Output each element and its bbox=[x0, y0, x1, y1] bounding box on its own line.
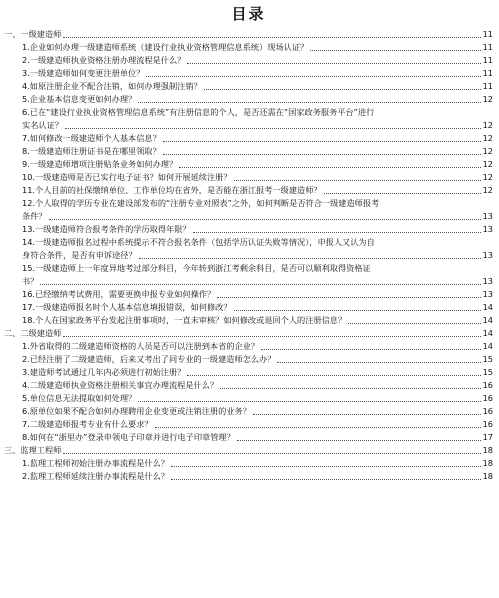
toc-entry[interactable] bbox=[4, 132, 493, 145]
page-number: 12 bbox=[482, 159, 493, 169]
entry-title: 11.个人目前的社保缴纳单位、工作单位均在省外，是否能在浙江报考一级建造师？ bbox=[22, 185, 322, 195]
toc-entry[interactable] bbox=[4, 93, 493, 106]
toc-entry[interactable] bbox=[4, 288, 493, 301]
entry-title-line1: 6.已在“建设行业执业资格管理信息系统”有注册信息的个人，是否还需在“国家政务服务平台”进行 bbox=[22, 107, 375, 117]
dot-leader bbox=[237, 440, 481, 441]
toc-entry[interactable] bbox=[4, 171, 493, 184]
entry-title: 3.一级建造师如何变更注册单位？ bbox=[22, 68, 145, 78]
page-title: 目录 bbox=[231, 5, 266, 23]
entry-title-line2: 书？ bbox=[22, 276, 39, 286]
page-number: 18 bbox=[482, 458, 493, 468]
dot-leader bbox=[65, 128, 481, 129]
table-of-contents bbox=[4, 28, 493, 483]
dot-leader bbox=[49, 219, 481, 220]
page-number: 12 bbox=[482, 94, 493, 104]
entry-title: 3.建造师考试通过几年内必须进行初始注册？ bbox=[22, 367, 186, 377]
dot-leader bbox=[234, 310, 481, 311]
entry-title-line1: 14.一级建造师报名过程中系统提示不符合报名条件（包括学历认证失败等情况），申报人又认为自 bbox=[22, 237, 375, 247]
page-number: 13 bbox=[482, 224, 493, 234]
entry-title: 1.监理工程师初始注册办事流程是什么？ bbox=[22, 458, 169, 468]
page-number: 14 bbox=[482, 328, 493, 338]
toc-entry[interactable] bbox=[4, 67, 493, 80]
toc-entry[interactable] bbox=[4, 145, 493, 158]
entry-title: 5.企业基本信息变更如何办理？ bbox=[22, 94, 137, 104]
page-number: 16 bbox=[482, 406, 493, 416]
entry-title-line1: 15.一级建造师上一年度异地考过部分科目，今年转到浙江考剩余科目，是否可以顺利取得资格证 bbox=[22, 263, 371, 273]
toc-section[interactable] bbox=[4, 28, 493, 41]
entry-title: 8.一级建造师注册证书是在哪里领取？ bbox=[22, 146, 161, 156]
page-number: 18 bbox=[482, 445, 493, 455]
toc-entry[interactable] bbox=[4, 80, 493, 93]
entry-title: 13.一级建造师符合报考条件的学历取得年限？ bbox=[22, 224, 191, 234]
toc-section[interactable] bbox=[4, 444, 493, 457]
toc-section[interactable] bbox=[4, 327, 493, 340]
page-number: 12 bbox=[482, 172, 493, 182]
entry-title-line2: 条件？ bbox=[22, 211, 47, 221]
dot-leader bbox=[234, 180, 481, 181]
dot-leader bbox=[187, 375, 480, 376]
entry-title-line2: 实名认证？ bbox=[22, 120, 63, 130]
toc-entry[interactable] bbox=[4, 184, 493, 197]
page-number: 12 bbox=[482, 146, 493, 156]
dot-leader bbox=[187, 63, 480, 64]
dot-leader bbox=[163, 141, 481, 142]
toc-entry[interactable] bbox=[4, 457, 493, 470]
entry-title: 2.一级建造师执业资格注册办理流程是什么？ bbox=[22, 55, 186, 65]
page-number: 16 bbox=[482, 380, 493, 390]
toc-entry[interactable] bbox=[4, 197, 493, 223]
page-number: 13 bbox=[482, 250, 493, 260]
dot-leader bbox=[217, 297, 480, 298]
page-number: 14 bbox=[482, 302, 493, 312]
entry-title: 18.个人在国家政务平台发起注册事项时，一直未审核？如何修改或退回个人的注册信息？ bbox=[22, 315, 347, 325]
toc-entry[interactable] bbox=[4, 340, 493, 353]
entry-title: 1.企业如何办理一级建造师系统（建设行业执业资格管理信息系统）现场认证？ bbox=[22, 42, 309, 52]
dot-leader bbox=[138, 102, 480, 103]
section-title: 一、一级建造师 bbox=[4, 29, 62, 39]
entry-title: 6.原单位如果不配合如何办理聘用企业变更或注销注册的业务？ bbox=[22, 406, 251, 416]
section-title: 二、二级建造师 bbox=[4, 328, 62, 338]
page-number: 16 bbox=[482, 393, 493, 403]
entry-title: 10.一级建造师是否已实行电子证书？如何开展延续注册？ bbox=[22, 172, 232, 182]
toc-entry[interactable] bbox=[4, 314, 493, 327]
entry-title: 7.如何修改一级建造师个人基本信息？ bbox=[22, 133, 161, 143]
dot-leader bbox=[40, 284, 480, 285]
entry-title-line1: 12.个人取得的学历专业在建设部发布的“注册专业对照表”之外，如何判断是否符合一级建造师报考 bbox=[22, 198, 380, 208]
entry-title: 7.二级建造师报考专业有什么要求？ bbox=[22, 419, 153, 429]
page-number: 11 bbox=[482, 55, 493, 65]
page-number: 11 bbox=[482, 42, 493, 52]
dot-leader bbox=[171, 466, 481, 467]
page-number: 13 bbox=[482, 289, 493, 299]
toc-entry[interactable] bbox=[4, 405, 493, 418]
dot-leader bbox=[139, 258, 481, 259]
dot-leader bbox=[171, 479, 481, 480]
dot-leader bbox=[155, 427, 481, 428]
entry-title: 4.二级建造师执业资格注册相关事宜办理流程是什么？ bbox=[22, 380, 219, 390]
toc-entry[interactable] bbox=[4, 236, 493, 262]
dot-leader bbox=[253, 414, 481, 415]
page-number: 14 bbox=[482, 341, 493, 351]
dot-leader bbox=[277, 362, 480, 363]
dot-leader bbox=[179, 167, 480, 168]
entry-continuation bbox=[22, 210, 493, 223]
entry-continuation bbox=[22, 119, 493, 132]
dot-leader bbox=[63, 336, 480, 337]
entry-title: 2.监理工程师延续注册办事流程是什么？ bbox=[22, 471, 169, 481]
dot-leader bbox=[324, 193, 481, 194]
dot-leader bbox=[220, 388, 480, 389]
entry-title: 8.如何在“浙里办”登录申领电子印章并进行电子印章管理？ bbox=[22, 432, 235, 442]
dot-leader bbox=[348, 323, 480, 324]
page-number: 18 bbox=[482, 471, 493, 481]
toc-entry[interactable] bbox=[4, 223, 493, 236]
dot-leader bbox=[63, 453, 480, 454]
toc-entry[interactable] bbox=[4, 392, 493, 405]
dot-leader bbox=[193, 232, 481, 233]
toc-entry[interactable] bbox=[4, 366, 493, 379]
dot-leader bbox=[261, 349, 481, 350]
entry-continuation bbox=[22, 249, 493, 262]
toc-entry[interactable] bbox=[4, 262, 493, 288]
toc-entry[interactable] bbox=[4, 41, 493, 54]
page-number: 12 bbox=[482, 120, 493, 130]
entry-title-line2: 身符合条件，是否有申诉途径？ bbox=[22, 250, 137, 260]
dot-leader bbox=[146, 76, 480, 77]
entry-title: 16.已经缴纳考试费用，需要更换申报专业如何操作？ bbox=[22, 289, 216, 299]
page-number: 15 bbox=[482, 367, 493, 377]
entry-title: 1.外省取得的二级建造师资格的人员是否可以注册到本省的企业？ bbox=[22, 341, 260, 351]
entry-title: 2.已经注册了二级建造师，后来又考出了同专业的一级建造师怎么办？ bbox=[22, 354, 276, 364]
page-number: 11 bbox=[482, 68, 493, 78]
page-number: 12 bbox=[482, 133, 493, 143]
page-number: 15 bbox=[482, 354, 493, 364]
toc-entry[interactable] bbox=[4, 470, 493, 483]
entry-title: 5.单位信息无法提取如何处理？ bbox=[22, 393, 137, 403]
page-number: 17 bbox=[482, 432, 493, 442]
dot-leader bbox=[163, 154, 481, 155]
dot-leader bbox=[63, 37, 480, 38]
page-number: 13 bbox=[482, 276, 493, 286]
toc-entry[interactable] bbox=[4, 431, 493, 444]
toc-entry[interactable] bbox=[4, 353, 493, 366]
page-number: 13 bbox=[482, 211, 493, 221]
page-number: 16 bbox=[482, 419, 493, 429]
dot-leader bbox=[310, 50, 480, 51]
entry-continuation bbox=[22, 275, 493, 288]
dot-leader bbox=[204, 89, 481, 90]
page-number: 12 bbox=[482, 185, 493, 195]
page-number: 11 bbox=[482, 29, 493, 39]
toc-entry[interactable] bbox=[4, 379, 493, 392]
toc-entry[interactable] bbox=[4, 301, 493, 314]
toc-entry[interactable] bbox=[4, 106, 493, 132]
toc-entry[interactable] bbox=[4, 158, 493, 171]
toc-entry[interactable] bbox=[4, 418, 493, 431]
entry-title: 9.一级建造师增项注册贴条业务如何办理？ bbox=[22, 159, 178, 169]
entry-title: 17.一级建造师报名时个人基本信息填报错误，如何修改？ bbox=[22, 302, 232, 312]
page-number: 11 bbox=[482, 81, 493, 91]
dot-leader bbox=[138, 401, 480, 402]
section-title: 三、监理工程师 bbox=[4, 445, 62, 455]
entry-title: 4.如原注册企业不配合注销，如何办理强制注销？ bbox=[22, 81, 202, 91]
toc-entry[interactable] bbox=[4, 54, 493, 67]
page-number: 14 bbox=[482, 315, 493, 325]
